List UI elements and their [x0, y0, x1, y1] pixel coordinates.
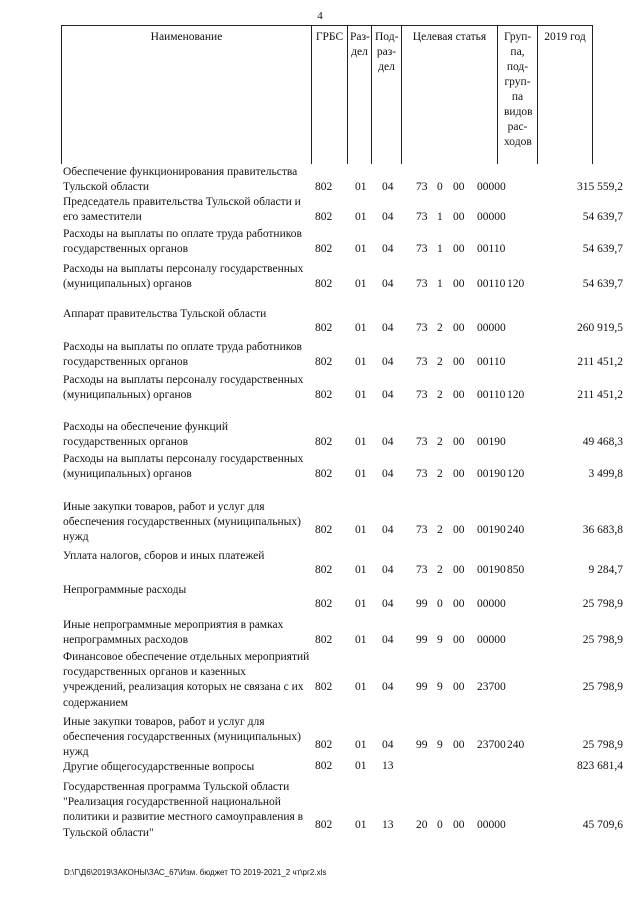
row-t1: 73 [416, 468, 428, 480]
row-podrazdel: 04 [382, 564, 394, 576]
row-group: 850 [507, 564, 525, 576]
header-year: 2019 год [544, 31, 586, 43]
row-podrazdel: 13 [382, 819, 394, 831]
row-name: Расходы на выплаты персоналу государственных (муниципальных) органов [63, 374, 304, 402]
row-podrazdel: 04 [382, 739, 394, 751]
row-t4: 23700 [477, 739, 506, 751]
row-grbs: 802 [315, 389, 333, 401]
row-t3: 00 [453, 389, 465, 401]
row-grbs: 802 [315, 634, 333, 646]
row-t3: 00 [453, 819, 465, 831]
row-t4: 23700 [477, 681, 506, 693]
row-t3: 00 [453, 322, 465, 334]
row-t1: 99 [416, 598, 428, 610]
row-t2: 2 [437, 356, 443, 368]
row-podrazdel: 13 [382, 760, 394, 772]
header-podrazdel: Под-раз-дел [372, 26, 402, 164]
row-sum: 9 284,7 [588, 564, 623, 576]
row-t3: 00 [453, 278, 465, 290]
row-t1: 73 [416, 322, 428, 334]
row-name: Расходы на выплаты по оплате труда работников государственных органов [63, 341, 302, 369]
row-sum: 315 559,2 [577, 181, 623, 193]
row-sum: 260 919,5 [577, 322, 623, 334]
row-razdel: 01 [355, 760, 367, 772]
row-sum: 54 639,7 [582, 211, 623, 223]
row-sum: 211 451,2 [577, 389, 623, 401]
row-razdel: 01 [355, 468, 367, 480]
row-t3: 00 [453, 436, 465, 448]
row-sum: 49 468,3 [582, 436, 623, 448]
row-t1: 73 [416, 564, 428, 576]
row-name: Расходы на выплаты по оплате труда работников государственных органов [63, 228, 302, 256]
row-t3: 00 [453, 739, 465, 751]
row-grbs: 802 [315, 436, 333, 448]
header-grbs: ГРБС [312, 26, 348, 164]
row-group: 120 [507, 468, 525, 480]
row-grbs: 802 [315, 598, 333, 610]
row-t3: 00 [453, 681, 465, 693]
row-t2: 2 [437, 389, 443, 401]
row-grbs: 802 [315, 681, 333, 693]
row-t4: 00000 [477, 181, 506, 193]
row-t4: 00110 [477, 278, 506, 290]
row-t4: 00000 [477, 598, 506, 610]
row-t4: 00190 [477, 468, 506, 480]
row-t2: 1 [437, 243, 443, 255]
row-sum: 36 683,8 [582, 524, 623, 536]
row-podrazdel: 04 [382, 681, 394, 693]
row-t3: 00 [453, 598, 465, 610]
row-name: Аппарат правительства Тульской области [63, 308, 267, 320]
row-podrazdel: 04 [382, 356, 394, 368]
header-razdel: Раз-дел [348, 26, 372, 164]
page-number: 4 [317, 10, 323, 22]
header-name: Наименование [62, 26, 312, 164]
row-t1: 73 [416, 356, 428, 368]
row-sum: 211 451,2 [577, 356, 623, 368]
row-razdel: 01 [355, 681, 367, 693]
row-t3: 00 [453, 468, 465, 480]
row-grbs: 802 [315, 819, 333, 831]
row-sum: 45 709,6 [582, 819, 623, 831]
row-grbs: 802 [315, 739, 333, 751]
row-t4: 00000 [477, 819, 506, 831]
row-podrazdel: 04 [382, 278, 394, 290]
row-t2: 2 [437, 322, 443, 334]
row-podrazdel: 04 [382, 598, 394, 610]
row-sum: 25 798,9 [582, 739, 623, 751]
row-sum: 25 798,9 [582, 634, 623, 646]
row-sum: 3 499,8 [588, 468, 623, 480]
row-t2: 1 [437, 278, 443, 290]
row-razdel: 01 [355, 181, 367, 193]
row-grbs: 802 [315, 181, 333, 193]
row-name: Расходы на обеспечение функций государственных органов [63, 421, 228, 449]
file-path: D:\Г\Д6\2019\ЗАКОНЫ\ЗАС_67\Изм. бюджет ТО 2019-2021_2 чт\рг2.xls [64, 868, 327, 877]
row-name: Обеспечение функционирования правительства Тульской области [63, 166, 298, 194]
header-target: Целевая статья [402, 26, 498, 164]
row-name: Иные непрограммные мероприятия в рамках непрограммных расходов [63, 619, 284, 647]
row-t1: 99 [416, 634, 428, 646]
row-t1: 73 [416, 211, 428, 223]
row-sum: 54 639,7 [582, 243, 623, 255]
row-t1: 73 [416, 278, 428, 290]
row-razdel: 01 [355, 211, 367, 223]
row-podrazdel: 04 [382, 634, 394, 646]
row-group: 240 [507, 524, 525, 536]
row-name: Другие общегосударственные вопросы [63, 761, 255, 773]
row-t2: 2 [437, 436, 443, 448]
row-podrazdel: 04 [382, 243, 394, 255]
row-t4: 00000 [477, 634, 506, 646]
row-t4: 00190 [477, 436, 506, 448]
row-t3: 00 [453, 211, 465, 223]
row-t4: 00190 [477, 564, 506, 576]
row-razdel: 01 [355, 739, 367, 751]
row-t2: 0 [437, 181, 443, 193]
row-podrazdel: 04 [382, 389, 394, 401]
table-header [61, 25, 593, 164]
row-name: Иные закупки товаров, работ и услуг для обеспечения государственных (муниципальных) нужд [63, 716, 301, 759]
row-name: Государственная программа Тульской области "Реализация государственной национальной политики и развитие местного самоуправления в Тульской области" [63, 781, 304, 839]
row-grbs: 802 [315, 564, 333, 576]
row-razdel: 01 [355, 356, 367, 368]
row-t1: 99 [416, 739, 428, 751]
row-t4: 00000 [477, 322, 506, 334]
row-grbs: 802 [315, 243, 333, 255]
row-grbs: 802 [315, 211, 333, 223]
row-group: 120 [507, 278, 525, 290]
row-t3: 00 [453, 564, 465, 576]
row-t2: 9 [437, 634, 443, 646]
row-t4: 00110 [477, 243, 506, 255]
row-grbs: 802 [315, 524, 333, 536]
row-podrazdel: 04 [382, 322, 394, 334]
row-t4: 00110 [477, 356, 506, 368]
row-razdel: 01 [355, 243, 367, 255]
row-t1: 73 [416, 243, 428, 255]
row-podrazdel: 04 [382, 436, 394, 448]
row-t1: 73 [416, 524, 428, 536]
row-t2: 2 [437, 468, 443, 480]
row-t2: 9 [437, 681, 443, 693]
row-t1: 73 [416, 436, 428, 448]
row-name: Расходы на выплаты персоналу государственных (муниципальных) органов [63, 453, 304, 481]
row-t3: 00 [453, 356, 465, 368]
row-podrazdel: 04 [382, 211, 394, 223]
row-sum: 54 639,7 [582, 278, 623, 290]
header-group: Груп-па, под-груп-па видов рас-ходов [498, 26, 538, 164]
row-razdel: 01 [355, 598, 367, 610]
row-t1: 73 [416, 389, 428, 401]
row-t4: 00000 [477, 211, 506, 223]
row-t1: 99 [416, 681, 428, 693]
row-name: Уплата налогов, сборов и иных платежей [63, 550, 265, 562]
row-t2: 0 [437, 598, 443, 610]
row-razdel: 01 [355, 634, 367, 646]
row-sum: 25 798,9 [582, 598, 623, 610]
row-name: Председатель правительства Тульской области и его заместители [63, 196, 301, 224]
row-group: 120 [507, 389, 525, 401]
row-group: 240 [507, 739, 525, 751]
row-grbs: 802 [315, 468, 333, 480]
row-razdel: 01 [355, 819, 367, 831]
row-t1: 73 [416, 181, 428, 193]
row-t3: 00 [453, 181, 465, 193]
row-razdel: 01 [355, 564, 367, 576]
row-razdel: 01 [355, 278, 367, 290]
row-name: Расходы на выплаты персоналу государственных (муниципальных) органов [63, 263, 304, 291]
row-name: Финансовое обеспечение отдельных мероприятий государственных органов и казенных учреждений, реализация которых не связана с их содержанием [63, 651, 310, 709]
row-name: Иные закупки товаров, работ и услуг для обеспечения государственных (муниципальных) нужд [63, 501, 301, 544]
row-podrazdel: 04 [382, 181, 394, 193]
row-t3: 00 [453, 243, 465, 255]
row-sum: 823 681,4 [577, 760, 623, 772]
row-razdel: 01 [355, 389, 367, 401]
row-podrazdel: 04 [382, 468, 394, 480]
row-t2: 2 [437, 564, 443, 576]
row-sum: 25 798,9 [582, 681, 623, 693]
row-t4: 00110 [477, 389, 506, 401]
row-t1: 20 [416, 819, 428, 831]
row-t4: 00190 [477, 524, 506, 536]
row-grbs: 802 [315, 356, 333, 368]
row-grbs: 802 [315, 760, 333, 772]
row-razdel: 01 [355, 524, 367, 536]
row-t3: 00 [453, 524, 465, 536]
row-t2: 9 [437, 739, 443, 751]
row-razdel: 01 [355, 322, 367, 334]
row-grbs: 802 [315, 322, 333, 334]
row-t3: 00 [453, 634, 465, 646]
row-t2: 1 [437, 211, 443, 223]
row-name: Непрограммные расходы [63, 584, 187, 596]
row-t2: 2 [437, 524, 443, 536]
row-razdel: 01 [355, 436, 367, 448]
row-t2: 0 [437, 819, 443, 831]
row-grbs: 802 [315, 278, 333, 290]
row-podrazdel: 04 [382, 524, 394, 536]
